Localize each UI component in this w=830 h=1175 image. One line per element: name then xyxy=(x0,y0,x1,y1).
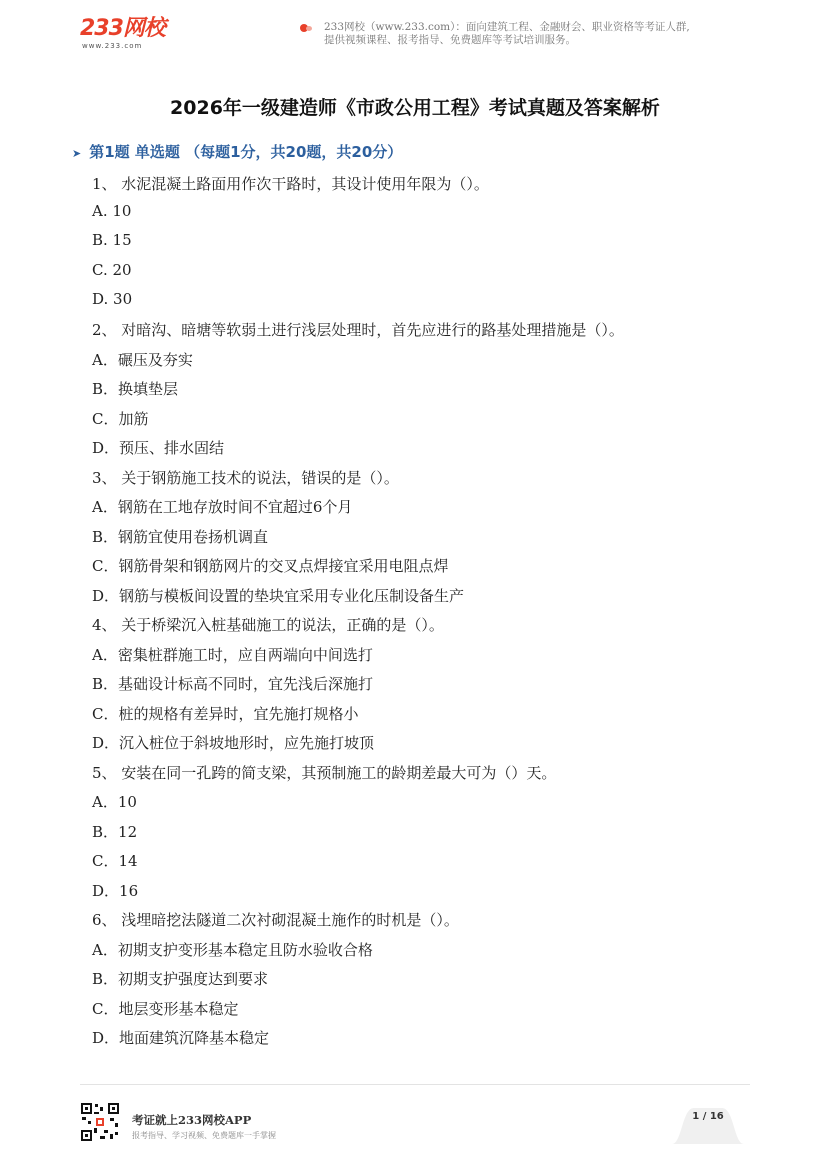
answer-option: B．基础设计标高不同时，宜先浅后深施打 xyxy=(92,675,374,693)
footer-divider xyxy=(80,1084,750,1085)
header-info-line1: 233网校（www.233.com）：面向建筑工程、金融财会、职业资格等考证人群, xyxy=(324,21,690,33)
answer-option: A．10 xyxy=(92,793,137,811)
question-stem: 1、 水泥混凝土路面用作次干路时，其设计使用年限为（）。 xyxy=(92,175,489,193)
question-stem: 5、 安装在同一孔跨的简支梁，其预制施工的龄期差最大可为（）天。 xyxy=(92,764,557,782)
answer-option: B．初期支护强度达到要求 xyxy=(92,970,269,988)
answer-option: B．12 xyxy=(92,823,138,841)
answer-option: B. 15 xyxy=(92,231,132,249)
answer-option: A．初期支护变形基本稳定且防水验收合格 xyxy=(92,941,373,959)
answer-option: B．换填垫层 xyxy=(92,380,179,398)
answer-option: C．14 xyxy=(92,852,138,870)
answer-option: C．钢筋骨架和钢筋网片的交叉点焊接宜采用电阻点焊 xyxy=(92,557,449,575)
answer-option: D．预压、排水固结 xyxy=(92,439,225,457)
footer-app-subtitle: 报考指导、学习视频、免费题库一手掌握 xyxy=(132,1131,276,1140)
answer-option: D．16 xyxy=(92,882,139,900)
answer-option: A．钢筋在工地存放时间不宜超过6个月 xyxy=(92,498,353,516)
page-indicator: 1 / 16 xyxy=(692,1111,724,1122)
question-stem: 2、 对暗沟、暗塘等软弱土进行浅层处理时，首先应进行的路基处理措施是（）。 xyxy=(92,321,624,339)
answer-option: C. 20 xyxy=(92,261,132,279)
answer-option: D．沉入桩位于斜坡地形时，应先施打坡顶 xyxy=(92,734,375,752)
answer-option: D．钢筋与模板间设置的垫块宜采用专业化压制设备生产 xyxy=(92,587,465,605)
logo-text: 233网校 xyxy=(80,16,165,41)
header-info-line2: 提供视频课程、报考指导、免费题库等考试培训服务。 xyxy=(324,34,576,46)
question-stem: 6、 浅埋暗挖法隧道二次衬砌混凝土施作的时机是（）。 xyxy=(92,911,459,929)
header-info xyxy=(324,21,764,47)
logo-url: www.233.com xyxy=(82,42,143,50)
answer-option: A．密集桩群施工时，应自两端向中间选打 xyxy=(92,646,373,664)
answer-option: A．碾压及夯实 xyxy=(92,351,193,369)
brand-logo[interactable] xyxy=(80,16,190,56)
answer-option: D. 30 xyxy=(92,290,133,308)
page-header xyxy=(0,0,830,60)
answer-option: D．地面建筑沉降基本稳定 xyxy=(92,1029,270,1047)
question-stem: 4、 关于桥梁沉入桩基础施工的说法，正确的是（）。 xyxy=(92,616,444,634)
answer-option: B．钢筋宜使用卷扬机调直 xyxy=(92,528,269,546)
question-stem: 3、 关于钢筋施工技术的说法，错误的是（）。 xyxy=(92,469,399,487)
footer-app-title: 考证就上233网校APP xyxy=(132,1113,252,1127)
page-badge-shape xyxy=(672,1104,744,1144)
section-heading-text: 第1题 单选题 （每题1分，共20题，共20分） xyxy=(89,143,403,161)
answer-option: C．桩的规格有差异时，宜先施打规格小 xyxy=(92,705,359,723)
answer-option: C．加筋 xyxy=(92,410,149,428)
chevron-right-icon: ➤ xyxy=(72,147,82,160)
answer-option: C．地层变形基本稳定 xyxy=(92,1000,239,1018)
section-heading xyxy=(72,141,402,162)
document-title: 2026年一级建造师《市政公用工程》考试真题及答案解析 xyxy=(170,97,660,119)
qr-code-icon[interactable] xyxy=(80,1102,120,1142)
answer-option: A. 10 xyxy=(92,202,132,220)
bullet-dot-accent-icon xyxy=(306,26,312,31)
